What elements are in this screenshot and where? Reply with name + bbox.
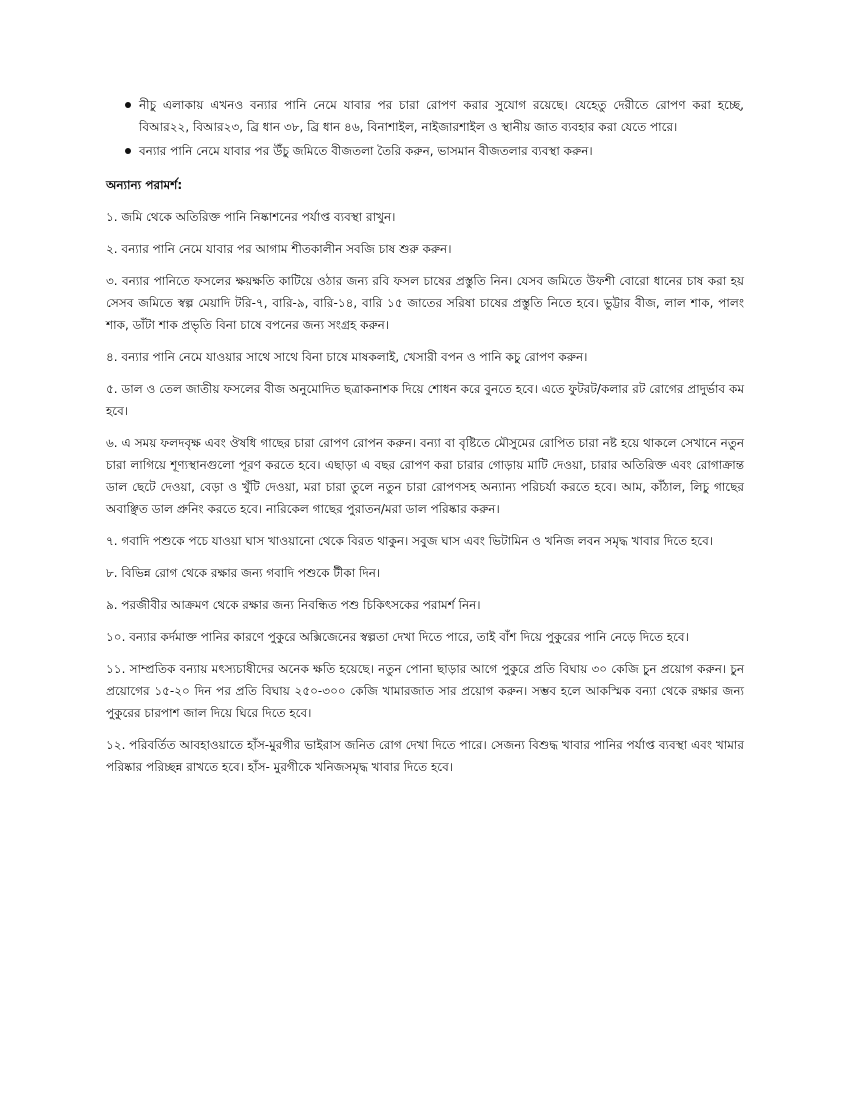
advice-paragraph-11: ১১. সাম্প্রতিক বন্যায় মৎস্যচাষীদের অনেক ক্ষতি হয়েছে। নতুন পোনা ছাড়ার আগে পুকুরে প্রতি বিঘায় ৩০ কেজি চুন প্রয়োগ করুন। চুন প্রয়োগের ১৫-২০ দিন পর প্রতি বিঘায় ২৫০-৩০০ কেজি খামারজাত সার প্রয়োগ করুন। সম্ভব হলে আকস্মিক বন্যা থেকে রক্ষার জন্য পুকুরের চারপাশ জাল দিয়ে ঘিরে দিতে হবে। (106, 662, 744, 720)
advice-paragraph-12: ১২. পরিবর্তিত আবহাওয়াতে হাঁস-মুরগীর ভাইরাস জনিত রোগ দেখা দিতে পারে। সেজন্য বিশুদ্ধ খাবার পানির পর্যাপ্ত ব্যবস্থা এবং খামার পরিষ্কার পরিচ্ছন্ন রাখতে হবে। হাঁস- মুরগীকে খনিজসমৃদ্ধ খাবার দিতে হবে। (106, 738, 744, 774)
advice-paragraph-7: ৭. গবাদি পশুকে পচে যাওয়া ঘাস খাওয়ানো থেকে বিরত থাকুন। সবুজ ঘাস এবং ভিটামিন ও খনিজ লবন সমৃদ্ধ খাবার দিতে হবে। (106, 534, 714, 548)
advice-paragraph-4: ৪. বন্যার পানি নেমে যাওয়ার সাথে সাথে বিনা চাষে মাষকলাই, খেসারী বপন ও পানি কচু রোপণ করুন। (106, 350, 588, 364)
advice-paragraph-9: ৯. পরজীবীর আক্রমণ থেকে রক্ষার জন্য নিবন্ধিত পশু চিকিৎসকের পরামর্শ নিন। (106, 598, 481, 612)
advice-paragraph-8: ৮. বিভিন্ন রোগ থেকে রক্ষার জন্য গবাদি পশুকে টীকা দিন। (106, 566, 381, 580)
advice-paragraph-6: ৬. এ সময় ফলদবৃক্ষ এবং ঔষধি গাছের চারা রোপণ রোপন করুন। বন্যা বা বৃষ্টিতে মৌসুমের রোপিত চারা নষ্ট হয়ে থাকলে সেখানে নতুন চারা লাগিয়ে শূণ্যস্থানগুলো পূরণ করতে হবে। এছাড়া এ বছর রোপণ করা চারার গোড়ায় মাটি দেওয়া, চারার অতিরিক্ত এবং রোগাক্রান্ত ডাল ছেটে দেওয়া, বেড়া ও খুঁটি দেওয়া, মরা চারা তুলে নতুন চারা রোপণসহ অন্যান্য পরিচর্যা করতে হবে। আম, কাঁঠাল, লিচু গাছের অবাঞ্ছিত ডাল প্রুনিং করতে হবে। নারিকেল গাছের পুরাতন/মরা ডাল পরিষ্কার করুন। (106, 436, 744, 516)
section-heading: অন্যান্য পরামর্শ: (106, 178, 183, 192)
advice-paragraph-3: ৩. বন্যার পানিতে ফসলের ক্ষয়ক্ষতি কাটিয়ে ওঠার জন্য রবি ফসল চাষের প্রস্তুতি নিন। যেসব জমিতে উফশী বোরো ধানের চাষ করা হয় সেসব জমিতে স্বল্প মেয়াদি টরি-৭, বারি-৯, বারি-১৪, বারি ১৫ জাতের সরিষা চাষের প্রস্তুতি নিতে হবে। ভুট্টার বীজ, লাল শাক, পালং শাক, ডাঁটা শাক প্রভৃতি বিনা চাষে বপনের জন্য সংগ্রহ করুন। (106, 274, 744, 332)
bullet-dot-icon (125, 148, 131, 154)
bullet-item (106, 94, 744, 138)
bullet-list (106, 94, 744, 162)
document-page (106, 94, 744, 788)
advice-paragraph-5: ৫. ডাল ও তেল জাতীয় ফসলের বীজ অনুমোদিত ছত্রাকনাশক দিয়ে শোধন করে বুনতে হবে। এতে ফুটরট/কলার রট রোগের প্রাদুর্ভাব কম হবে। (106, 382, 744, 418)
bullet-item (106, 140, 744, 162)
advice-paragraph-1: ১. জমি থেকে অতিরিক্ত পানি নিষ্কাশনের পর্যাপ্ত ব্যবস্থা রাখুন। (106, 210, 396, 224)
bullet-dot-icon (125, 102, 131, 108)
advice-paragraph-2: ২. বন্যার পানি নেমে যাবার পর আগাম শীতকালীন সবজি চাষ শুরু করুন। (106, 242, 452, 256)
advice-paragraph-10: ১০. বন্যার কর্দমাক্ত পানির কারণে পুকুরে অক্সিজেনের স্বল্পতা দেখা দিতে পারে, তাই বাঁশ দিয়ে পুকুরের পানি নেড়ে দিতে হবে। (106, 630, 689, 644)
bullet-text: নীচু এলাকায় এখনও বন্যার পানি নেমে যাবার পর চারা রোপণ করার সুযোগ রয়েছে। যেহেতু দেরীতে রোপণ করা হচ্ছে, বিআর২২, বিআর২৩, ব্রি ধান ৩৮, ব্রি ধান ৪৬, বিনাশাইল, নাইজারশাইল ও স্থানীয় জাত ব্যবহার করা যেতে পারে। (139, 98, 744, 134)
bullet-text: বন্যার পানি নেমে যাবার পর উঁচু জমিতে বীজতলা তৈরি করুন, ভাসমান বীজতলার ব্যবস্থা করুন। (139, 144, 593, 158)
